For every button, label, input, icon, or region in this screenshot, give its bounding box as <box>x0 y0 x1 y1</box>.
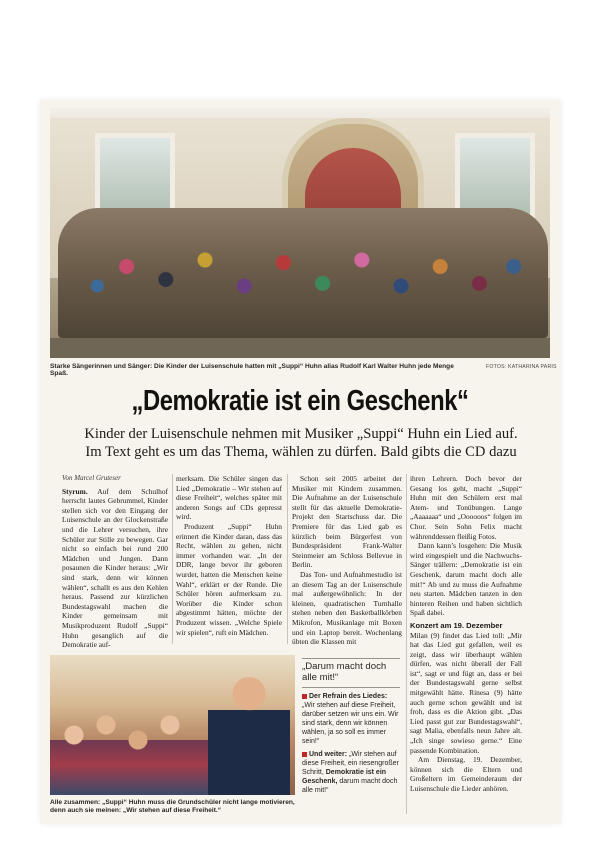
singing-session-photo <box>50 655 295 795</box>
subheadline-line-2: Im Text geht es um das Thema, wählen zu dürfen. Bald gibts die CD dazu <box>85 444 517 460</box>
column-divider <box>172 474 173 644</box>
box-divider <box>302 687 400 688</box>
subheading: Konzert am 19. Dezember <box>410 620 503 630</box>
article-column-1 <box>62 474 168 650</box>
refrain-box-title: „Darum macht doch alle mit!“ <box>302 661 387 683</box>
column-4-text-b: Dann kann’s losgehen: Die Musik wird eingespielt und die Nachwuchs-Sänger trällern: „Demokratie ist ein Geschenk, darum macht doch alle mit!“ Ab und zu muss die Aufnahme neu starten. Mädchen tanzen in den hinteren Reihen und haben sichtlich Spaß dabei. <box>410 541 522 618</box>
producer-with-microphone <box>208 665 290 795</box>
refrain-item-1 <box>302 692 400 746</box>
column-1-text: Auf dem Schulhof herrscht lautes Gebrummel, Kinder stellen sich vor den Eingang der Luisenschule an der Glockenstraße und die Lehrer versuchen, ihre Schüler zur Stille zu bewegen. Gar nicht so einfach bei rund 200 Mädchen und Jungen. Dann posaunen die Kinder heraus: „Wir sind stark, denn wir können wählen“, schallt es aus den Kehlen heraus. Passend zur kürzlichen Bundestagswahl machen die Kinder gemeinsam mit Musikproduzent Rudolf „Suppi“ Huhn gesanglich auf die Demokratie auf- <box>62 486 168 650</box>
school-group-photo <box>50 108 550 358</box>
article-column-3 <box>292 474 402 647</box>
refrain-text: „Wir stehen auf diese Freiheit, darüber setzen wir uns ein. Wir sind stark, denn wir können wählen, ja so soll es immer sein!“ <box>302 702 399 745</box>
schoolyard-ground <box>50 338 550 358</box>
refrain-bold-text: Demokratie ist ein Geschenk, <box>302 769 387 785</box>
refrain-lead-2: Und weiter: <box>309 751 348 758</box>
children-singing <box>50 695 210 795</box>
column-divider <box>406 474 407 814</box>
headline: „Demokratie ist ein Geschenk“ <box>131 385 469 417</box>
column-2-text: merksam. Die Schüler singen das Lied „Demokratie – Wir stehen auf diese Freiheit“, welches später mit anderen Songs auf CDs gepresst wird. <box>176 474 282 522</box>
article-column-2 <box>176 474 282 637</box>
children-crowd <box>58 208 548 338</box>
photo-caption: Starke Sängerinnen und Sänger: Die Kinder der Luisenschule hatten mit „Suppi“ Huhn alias Rudolf Karl Walter Huhn jede Menge Spaß. <box>50 363 454 377</box>
bullet-square-icon <box>302 694 307 699</box>
bottom-caption-line-2: denn auch sie meinen: „Wir stehen auf diese Freiheit.“ <box>50 807 222 814</box>
article-column-4 <box>410 474 522 794</box>
refrain-text-2: „Wir stehen auf diese Freiheit, ein riesengroßer Schritt, <box>302 751 399 776</box>
column-divider <box>287 474 288 644</box>
column-4-text: ihren Lehrern. Doch bevor der Gesang los geht, macht „Suppi“ Huhn mit den Schülern erst mal Atem- und Tonübungen. Lange „Aaaaaaa“ und „Oooooos“ folgen im Chor. Sein Sohn Felix macht währenddessen fleißig Fotos. <box>410 474 522 541</box>
column-3-text: Schon seit 2005 arbeitet der Musiker mit Kindern zusammen. Die Aufnahme an der Luisenschule stellt für das aktuelle Demokratie-Projekt den Startschuss dar. Die Premiere für das Lied gab es kürzlich beim Bürgerfest von Bundespräsident Frank-Walter Steinmeier am Schloss Bellevue in Berlin. <box>292 474 402 570</box>
refrain-box <box>302 658 400 809</box>
refrain-text-end: darum macht doch alle mit!“ <box>302 778 398 794</box>
column-2-text-b: Produzent „Suppi“ Huhn erinnert die Kinder daran, dass das Recht, wählen zu gehen, nicht immer vorhanden war. „In der DDR, lange bevor ihr geboren wurdet, hatten die Menschen keine Wahl“, erklärt er der Runde. Die Schüler hören aufmerksam zu. Worüber die Kinder schon abgestimmt hätten, möchte der Produzent wissen. „Welche Spiele wir spielen“, ruft ein Mädchen. <box>176 521 282 637</box>
column-4-text-d: Am Dienstag, 19. Dezember, können sich die Eltern und Großeltern im Gemeinderaum der Luisenschule die Lieder anhören. <box>410 755 522 793</box>
author-line: Von Marcel Gruteser <box>62 474 121 482</box>
photo-credit: FOTOS: KATHARINA PARIS <box>486 364 557 370</box>
bottom-caption-line-1: Alle zusammen: „Suppi“ Huhn muss die Grundschüler nicht lange motivieren, <box>50 799 295 806</box>
column-3-text-b: Das Ton- und Aufnahmestudio ist an diesem Tag an der Luisenschule mal außergewöhnlich: In der kleinen, quadratischen Turnhalle stehen neben den Basketballkörben Mikrofon, Musikanlage mit Boxen und ein Laptop bereit. Wochenlang übten die Klassen mit <box>292 569 402 647</box>
dateline: Styrum. <box>62 486 88 496</box>
bullet-square-icon <box>302 752 307 757</box>
refrain-lead: Der Refrain des Liedes: <box>309 693 388 700</box>
column-4-text-c: Milan (9) findet das Lied toll: „Mir hat das Lied gut gefallen, weil es zeigt, dass wir überhaupt wählen dürfen, was nicht überall der Fall ist“, sagt er und fügt an, dass er bei der Bundestagswahl gerne selbst mitgewählt hätte. Rinesa (9) hätte auch gerne schon gewählt und ist froh, dass es die Aktion gibt. „Das Lied passt gut zur Bundestagswahl“, sagt Malia, ebenfalls neun Jahre alt. „Ich singe sowieso gerne.“ Eine passende Kombination. <box>410 630 522 755</box>
refrain-item-2 <box>302 750 400 795</box>
subheadline-line-1: Kinder der Luisenschule nehmen mit Musiker „Suppi“ Huhn ein Lied auf. <box>84 426 518 442</box>
